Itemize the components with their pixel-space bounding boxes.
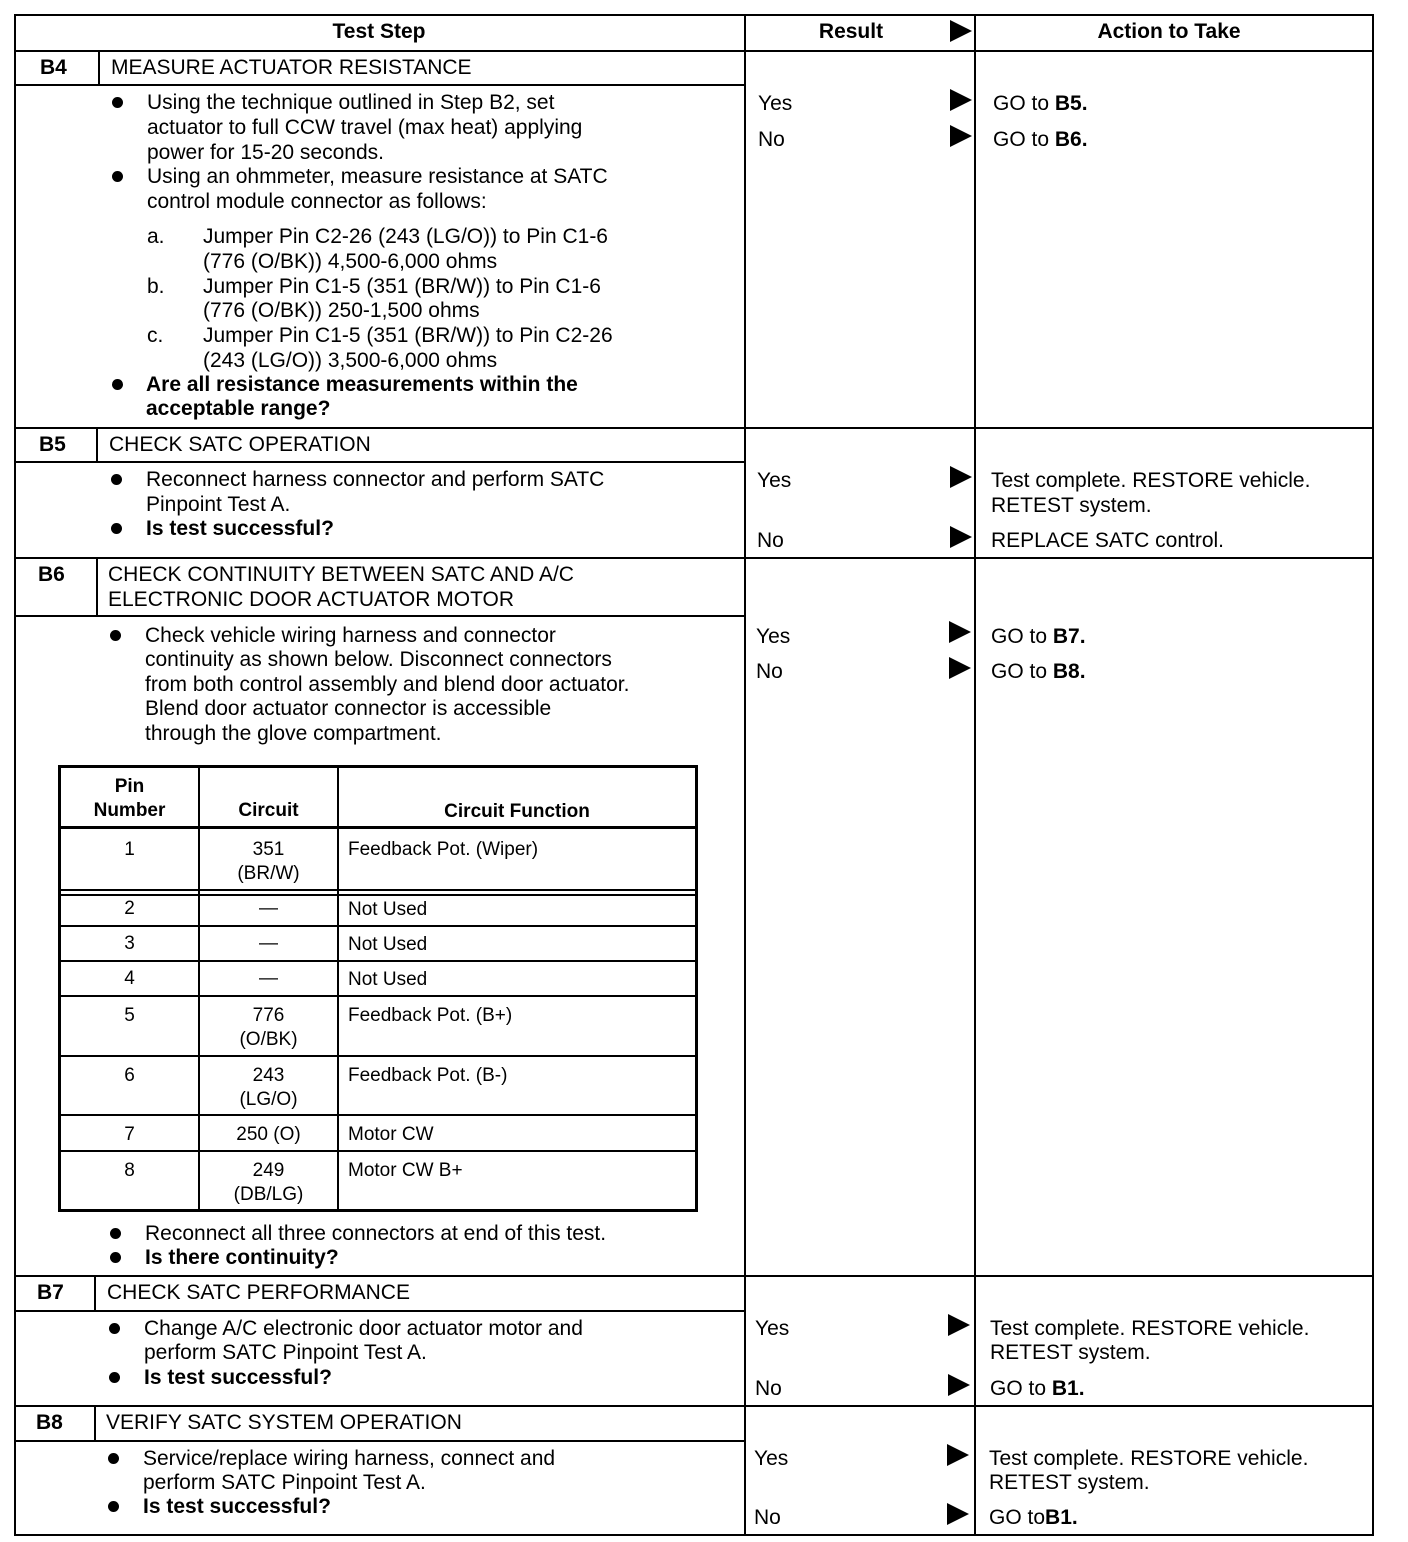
b4-bullet1-line: power for 15-20 seconds. — [147, 141, 384, 164]
column-divider-action — [974, 14, 976, 1536]
pin-table-row-line — [61, 960, 695, 962]
pin-number: 2 — [124, 898, 135, 919]
b7-result-yes: Yes — [755, 1317, 790, 1340]
bullet-icon — [112, 379, 123, 390]
b6-title-line: ELECTRONIC DOOR ACTUATOR MOTOR — [108, 588, 515, 611]
header-action: Action to Take — [1097, 20, 1241, 43]
bullet-icon — [112, 97, 123, 108]
arrow-icon — [948, 1374, 970, 1396]
b7-id-divider — [94, 1275, 96, 1312]
b4-sub-line: (776 (O/BK)) 250-1,500 ohms — [203, 299, 480, 322]
bullet-icon — [111, 474, 122, 485]
b4-question-line: Are all resistance measurements within the — [146, 373, 578, 396]
pin-table-row-line — [61, 826, 695, 829]
b4-bullet1-line: actuator to full CCW travel (max heat) applying — [147, 116, 583, 139]
b8-id-divider — [94, 1405, 96, 1442]
b4-id: B4 — [40, 56, 67, 79]
pin-number: 1 — [124, 839, 135, 860]
b4-sub-letter: c. — [147, 324, 164, 347]
pin-table-row-line — [61, 889, 695, 891]
pin-table-divider — [337, 768, 339, 1209]
b5-action-yes-line: RETEST system. — [991, 494, 1152, 517]
b6-id: B6 — [38, 563, 65, 586]
b4-bullet2-line: Using an ohmmeter, measure resistance at SATC — [147, 165, 608, 188]
b7-result-no: No — [755, 1377, 782, 1400]
header-arrow-icon — [950, 20, 972, 42]
column-divider-result — [744, 14, 746, 1536]
pin-number: 4 — [124, 968, 135, 989]
bullet-icon — [111, 523, 122, 534]
b4-question-line: acceptable range? — [146, 397, 331, 420]
arrow-icon — [947, 1444, 969, 1466]
pin-function: Feedback Pot. (B+) — [348, 1005, 513, 1026]
pin-circuit: 250 (O) — [236, 1124, 301, 1145]
b6-bullet1-line: continuity as shown below. Disconnect connectors — [145, 648, 612, 671]
b4-result-yes: Yes — [758, 92, 793, 115]
b5-bullet1-line: Pinpoint Test A. — [146, 493, 291, 516]
bullet-icon — [112, 171, 123, 182]
pin-function: Motor CW — [348, 1124, 434, 1145]
b8-result-no: No — [754, 1506, 781, 1529]
b6-bullet1-line: from both control assembly and blend door actuator. — [145, 673, 630, 696]
b5-action-yes-line: Test complete. RESTORE vehicle. — [991, 469, 1311, 492]
row-divider-b7 — [14, 1275, 1374, 1277]
b4-action-no: GO to B6. — [993, 128, 1088, 151]
pin-circuit: 776 (O/BK) — [239, 1005, 298, 1050]
row-divider-b8 — [14, 1405, 1374, 1407]
b5-result-yes: Yes — [757, 469, 792, 492]
b6-id-divider — [96, 557, 98, 617]
b5-action-no: REPLACE SATC control. — [991, 529, 1225, 552]
pin-function: Not Used — [348, 934, 428, 955]
b6-action-no: GO to B8. — [991, 660, 1086, 683]
b8-action-yes-line: Test complete. RESTORE vehicle. — [989, 1447, 1309, 1470]
b5-title: CHECK SATC OPERATION — [109, 433, 371, 456]
bullet-icon — [110, 1228, 121, 1239]
pin-function: Not Used — [348, 969, 428, 990]
arrow-icon — [949, 621, 971, 643]
b4-sub-letter: b. — [147, 275, 165, 298]
bullet-icon — [108, 1501, 119, 1512]
arrow-icon — [950, 125, 972, 147]
b8-action-yes-line: RETEST system. — [989, 1471, 1150, 1494]
pin-function: Not Used — [348, 899, 428, 920]
pin-table-row-line — [61, 1114, 695, 1116]
pin-number: 8 — [124, 1160, 135, 1181]
bullet-icon — [109, 1372, 120, 1383]
pin-circuit: — — [259, 968, 278, 989]
bullet-icon — [109, 1323, 120, 1334]
arrow-icon — [950, 89, 972, 111]
pin-table-row-line — [61, 995, 695, 997]
b5-id: B5 — [39, 433, 66, 456]
b7-question: Is test successful? — [144, 1366, 332, 1389]
b4-bullet1-line: Using the technique outlined in Step B2, set — [147, 91, 555, 114]
b5-question: Is test successful? — [146, 517, 334, 540]
b4-action-yes: GO to B5. — [993, 92, 1088, 115]
pin-number: 6 — [124, 1065, 135, 1086]
pin-table-row-line — [61, 1150, 695, 1152]
b7-title: CHECK SATC PERFORMANCE — [107, 1281, 410, 1304]
b6-title-line: CHECK CONTINUITY BETWEEN SATC AND A/C — [108, 563, 574, 586]
b8-bullet1-line: Service/replace wiring harness, connect and — [143, 1447, 556, 1470]
b6-bullet1-line: Blend door actuator connector is accessible — [145, 697, 552, 720]
pin-number: 5 — [124, 1005, 135, 1026]
b4-title: MEASURE ACTUATOR RESISTANCE — [111, 56, 472, 79]
b6-question: Is there continuity? — [145, 1246, 339, 1269]
pin-table-row-line — [61, 894, 695, 896]
pin-table-row-line — [61, 925, 695, 927]
header-result: Result — [818, 20, 884, 43]
arrow-icon — [950, 466, 972, 488]
pin-table-header-pin: Pin Number — [93, 776, 166, 821]
pin-number: 3 — [124, 933, 135, 954]
b8-bullet1-line: perform SATC Pinpoint Test A. — [143, 1471, 426, 1494]
b8-question: Is test successful? — [143, 1495, 331, 1518]
pin-table-header-function: Circuit Function — [444, 801, 590, 822]
row-divider-b5 — [14, 427, 1374, 429]
b4-sub-line: Jumper Pin C1-5 (351 (BR/W)) to Pin C1-6 — [203, 275, 601, 298]
bullet-icon — [110, 1252, 121, 1263]
b8-title-underline — [14, 1440, 746, 1442]
arrow-icon — [950, 526, 972, 548]
b4-sub-line: Jumper Pin C2-26 (243 (LG/O)) to Pin C1-6 — [203, 225, 608, 248]
b7-title-underline — [14, 1310, 746, 1312]
pin-function: Feedback Pot. (Wiper) — [348, 839, 539, 860]
b6-result-no: No — [756, 660, 783, 683]
pin-table — [58, 765, 698, 1212]
b6-bullet1-line: through the glove compartment. — [145, 722, 442, 745]
b4-sub-line: (776 (O/BK)) 4,500-6,000 ohms — [203, 250, 498, 273]
b7-bullet1-line: Change A/C electronic door actuator motor and — [144, 1317, 583, 1340]
header-divider — [14, 50, 1374, 52]
pin-table-row-line — [61, 1055, 695, 1057]
pin-function: Motor CW B+ — [348, 1160, 463, 1181]
arrow-icon — [947, 1503, 969, 1525]
pin-circuit: — — [259, 898, 278, 919]
b6-result-yes: Yes — [756, 625, 791, 648]
pin-number: 7 — [124, 1124, 135, 1145]
row-divider-b6 — [14, 557, 1374, 559]
pin-function: Feedback Pot. (B-) — [348, 1065, 508, 1086]
pin-circuit: 249 (DB/LG) — [233, 1160, 304, 1205]
b7-action-yes-line: RETEST system. — [990, 1341, 1151, 1364]
b6-action-yes: GO to B7. — [991, 625, 1086, 648]
b4-sub-line: Jumper Pin C1-5 (351 (BR/W)) to Pin C2-26 — [203, 324, 613, 347]
b6-bullet1-line: Check vehicle wiring harness and connector — [145, 624, 556, 647]
b8-title: VERIFY SATC SYSTEM OPERATION — [106, 1411, 462, 1434]
b7-bullet1-line: perform SATC Pinpoint Test A. — [144, 1341, 427, 1364]
b6-bullet2: Reconnect all three connectors at end of this test. — [145, 1222, 607, 1245]
arrow-icon — [948, 1314, 970, 1336]
pin-circuit: — — [259, 933, 278, 954]
b4-result-no: No — [758, 128, 785, 151]
b5-result-no: No — [757, 529, 784, 552]
bullet-icon — [108, 1453, 119, 1464]
b5-title-underline — [14, 461, 746, 463]
b8-result-yes: Yes — [754, 1447, 789, 1470]
pin-table-header-circuit: Circuit — [238, 800, 299, 821]
header-test-step: Test Step — [332, 20, 426, 43]
pin-circuit: 351 (BR/W) — [237, 839, 300, 884]
b7-id: B7 — [37, 1281, 64, 1304]
b4-bullet2-line: control module connector as follows: — [147, 190, 487, 213]
bullet-icon — [110, 630, 121, 641]
b4-id-divider — [98, 50, 100, 86]
b4-title-underline — [14, 84, 746, 86]
b8-id: B8 — [36, 1411, 63, 1434]
b6-title-underline — [14, 615, 746, 617]
b7-action-yes-line: Test complete. RESTORE vehicle. — [990, 1317, 1310, 1340]
b5-id-divider — [96, 427, 98, 463]
b4-sub-line: (243 (LG/O)) 3,500-6,000 ohms — [203, 349, 498, 372]
arrow-icon — [949, 657, 971, 679]
b5-bullet1-line: Reconnect harness connector and perform SATC — [146, 468, 605, 491]
pin-circuit: 243 (LG/O) — [239, 1065, 298, 1110]
b7-action-no: GO to B1. — [990, 1377, 1085, 1400]
b4-sub-letter: a. — [147, 225, 165, 248]
b8-action-no: GO toB1. — [989, 1506, 1078, 1529]
